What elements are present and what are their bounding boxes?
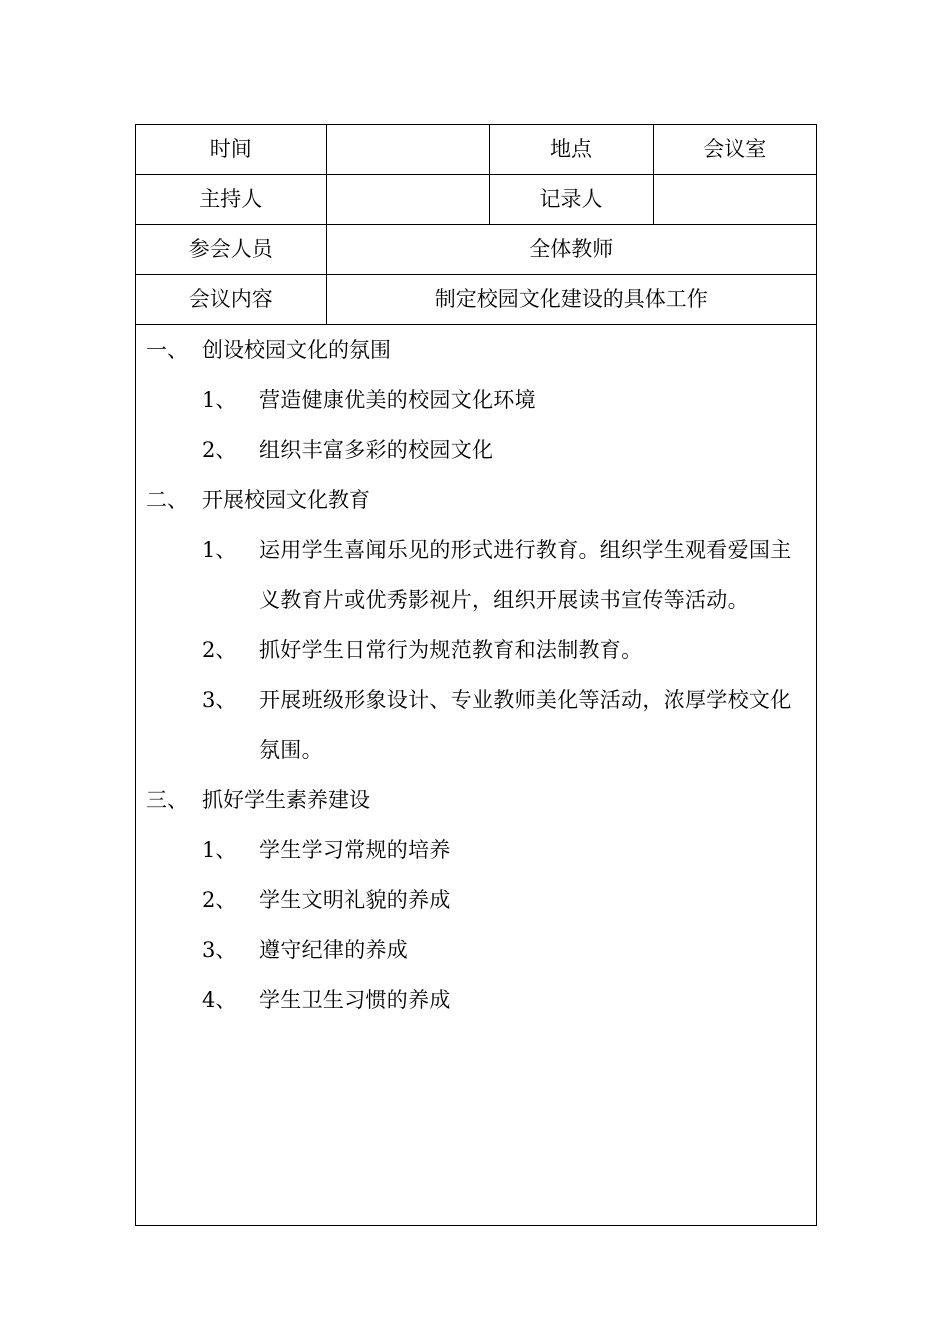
list-item [146, 425, 808, 475]
item-text: 营造健康优美的校园文化环境 [259, 388, 536, 412]
item-number: 3、 [202, 938, 237, 962]
place-label: 地点 [489, 125, 653, 175]
list-item [146, 675, 808, 725]
item-number: 3、 [202, 688, 237, 712]
section-title: 开展校园文化教育 [202, 488, 370, 512]
item-text: 遵守纪律的养成 [259, 938, 409, 962]
item-text: 运用学生喜闻乐见的形式进行教育。组织学生观看爱国主 [259, 538, 792, 562]
list-item [146, 625, 808, 675]
section-number: 三、 [146, 788, 188, 812]
host-label: 主持人 [136, 175, 326, 225]
section-title: 抓好学生素养建设 [202, 788, 370, 812]
item-number: 4、 [202, 988, 237, 1012]
meeting-info-table [136, 125, 816, 325]
item-number: 1、 [202, 838, 237, 862]
item-number: 1、 [202, 538, 237, 562]
host-value [326, 175, 489, 225]
meeting-record-sheet [135, 124, 817, 1226]
attendees-value: 全体教师 [326, 225, 816, 275]
attendees-label: 参会人员 [136, 225, 326, 275]
item-text: 学生文明礼貌的养成 [259, 888, 451, 912]
table-row [136, 175, 816, 225]
item-number: 2、 [202, 888, 237, 912]
section-number: 一、 [146, 338, 188, 362]
time-label: 时间 [136, 125, 326, 175]
list-item-continuation [146, 725, 808, 775]
list-item-continuation [146, 575, 808, 625]
time-value [326, 125, 489, 175]
item-number: 1、 [202, 388, 237, 412]
section-heading [146, 775, 808, 825]
content-value: 制定校园文化建设的具体工作 [326, 275, 816, 325]
list-item [146, 975, 808, 1025]
item-text: 组织丰富多彩的校园文化 [259, 438, 494, 462]
item-text: 学生卫生习惯的养成 [259, 988, 451, 1012]
section-heading [146, 475, 808, 525]
list-item [146, 825, 808, 875]
list-item [146, 525, 808, 575]
meeting-content-body [136, 325, 816, 1025]
item-text-continuation: 氛围。 [259, 738, 323, 762]
section-title: 创设校园文化的氛围 [202, 338, 391, 362]
list-item [146, 375, 808, 425]
table-row [136, 225, 816, 275]
item-text: 抓好学生日常行为规范教育和法制教育。 [259, 638, 643, 662]
section-number: 二、 [146, 488, 188, 512]
table-row [136, 125, 816, 175]
recorder-label: 记录人 [489, 175, 653, 225]
item-number: 2、 [202, 638, 237, 662]
item-number: 2、 [202, 438, 237, 462]
item-text: 开展班级形象设计、专业教师美化等活动，浓厚学校文化 [259, 688, 792, 712]
item-text-continuation: 义教育片或优秀影视片，组织开展读书宣传等活动。 [259, 588, 749, 612]
section-heading [146, 325, 808, 375]
place-value: 会议室 [653, 125, 816, 175]
item-text: 学生学习常规的培养 [259, 838, 451, 862]
list-item [146, 925, 808, 975]
list-item [146, 875, 808, 925]
table-row [136, 275, 816, 325]
content-label: 会议内容 [136, 275, 326, 325]
recorder-value [653, 175, 816, 225]
